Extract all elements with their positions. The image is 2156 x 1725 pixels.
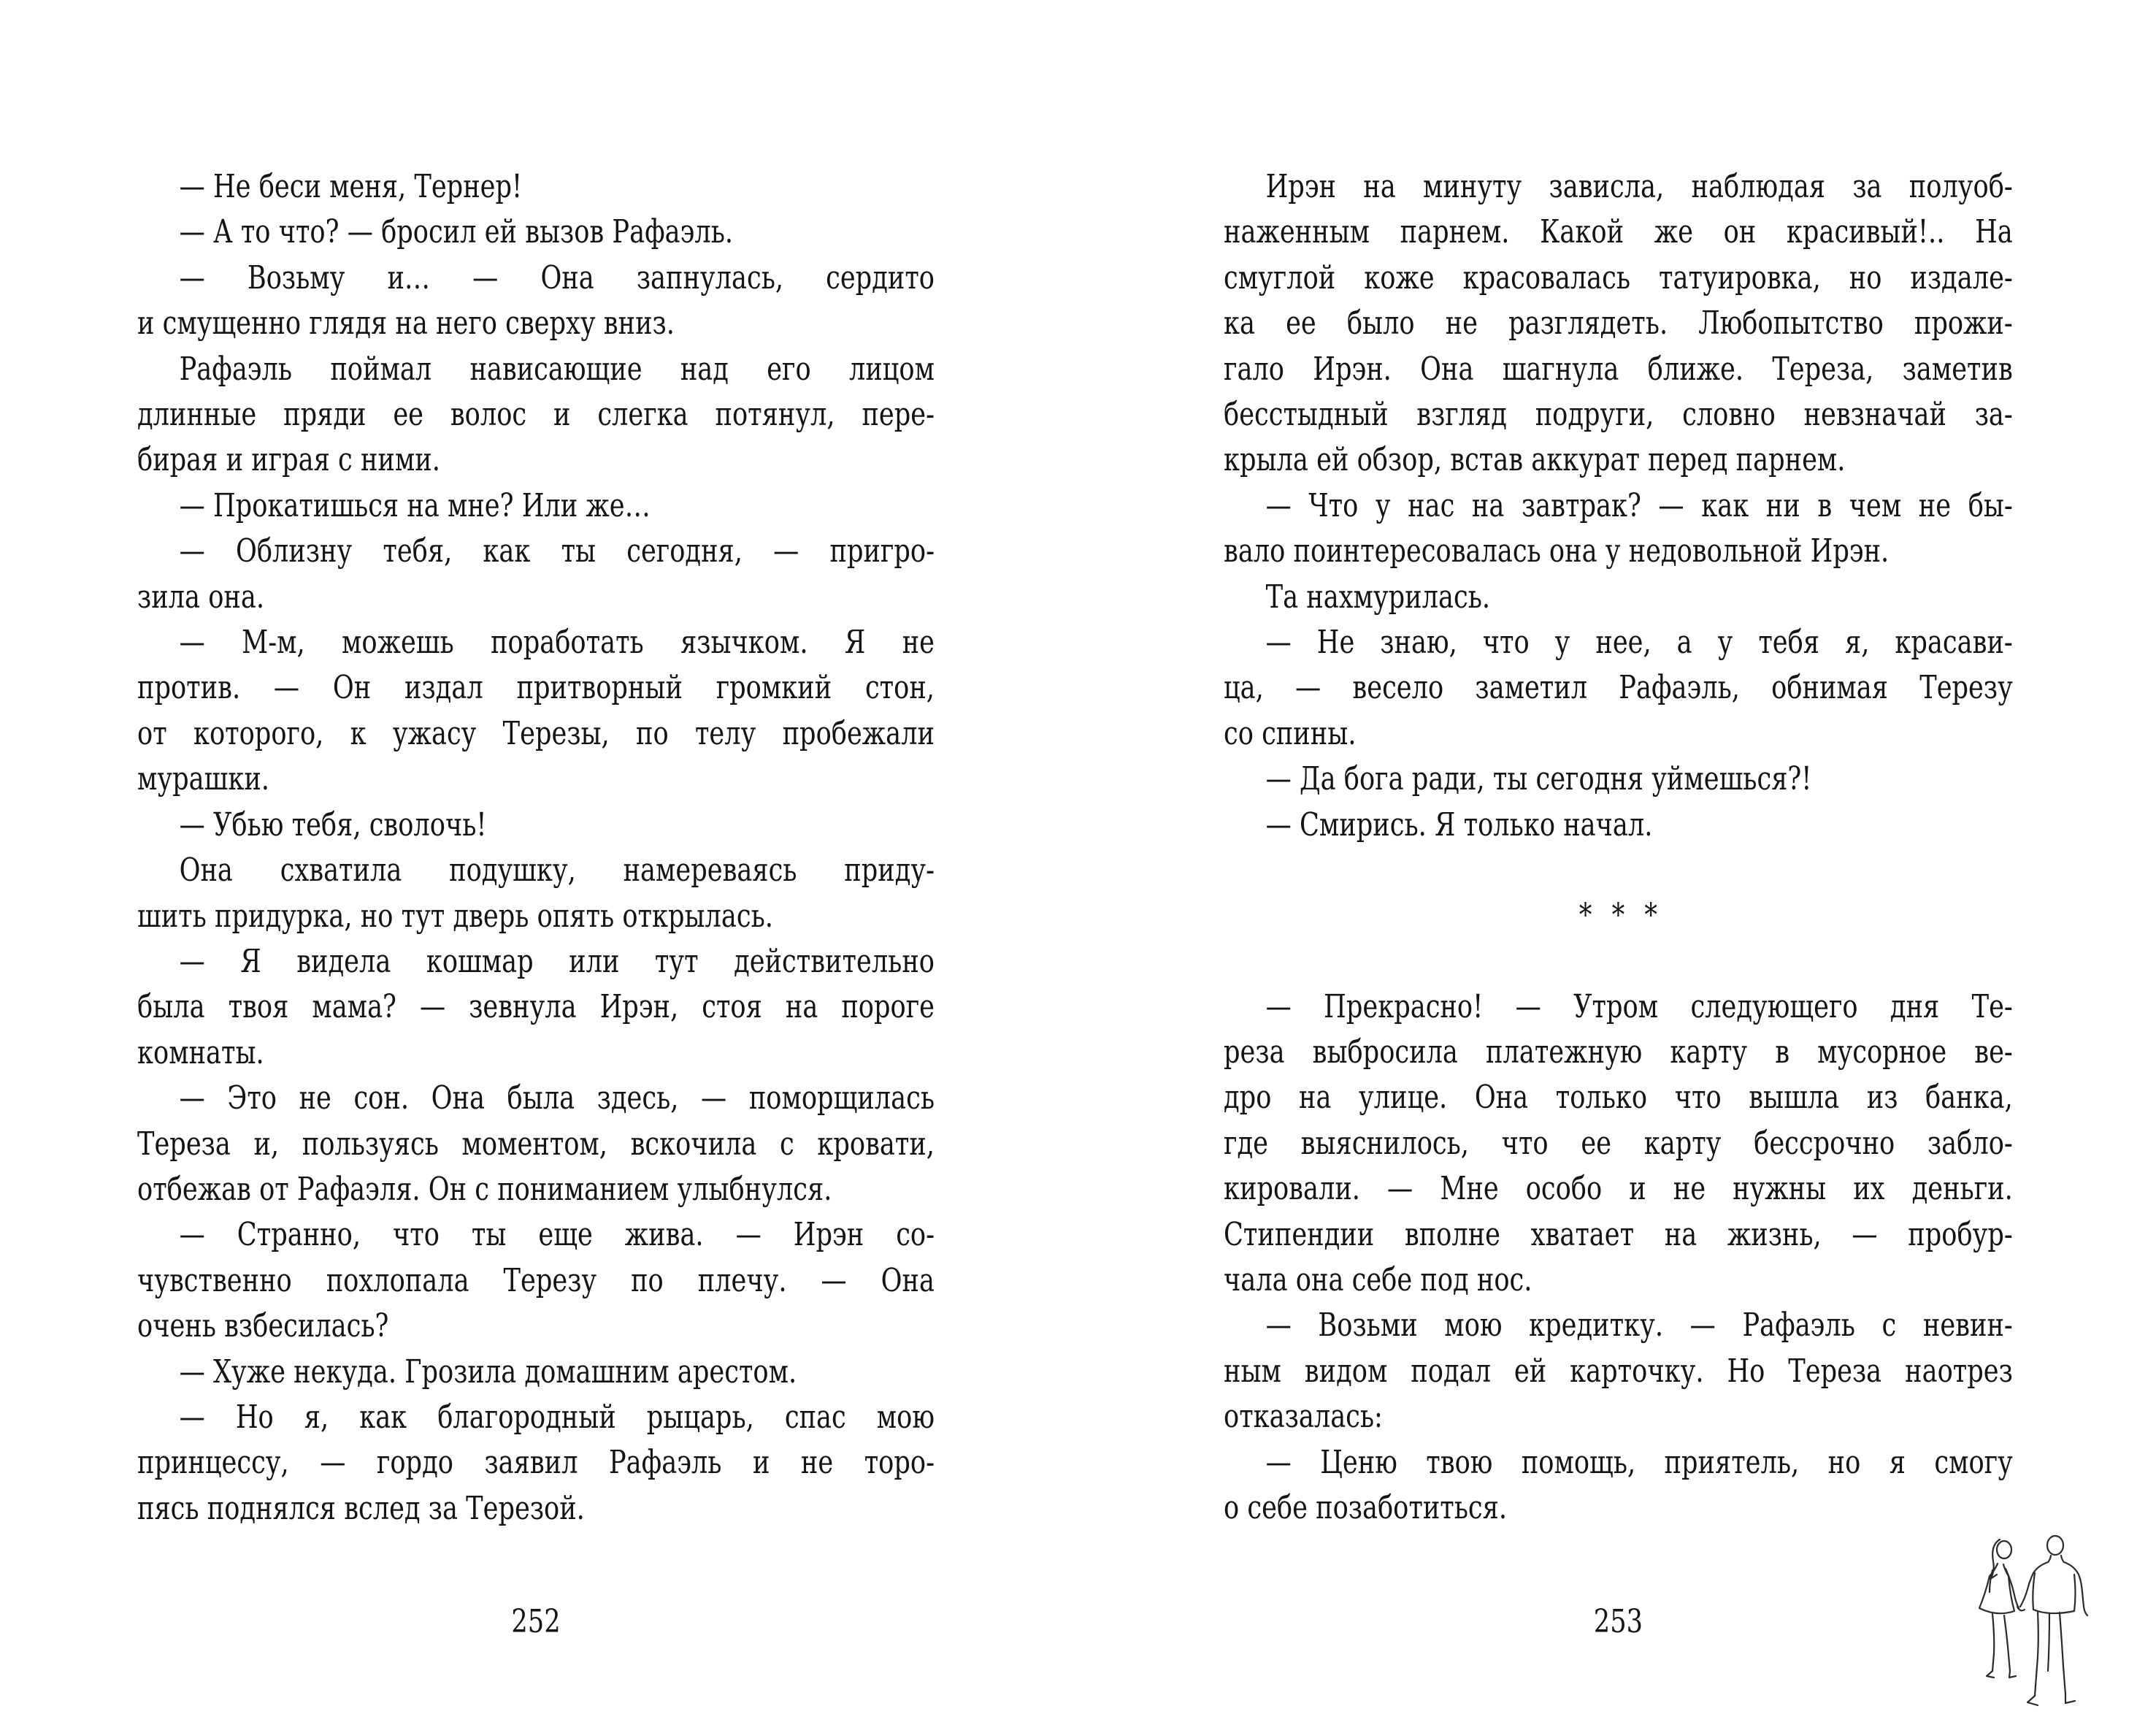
text-line: о себе позаботиться. [1224, 1488, 1508, 1526]
text-line: — А то что? — бросил ей вызов Рафаэль. [179, 213, 734, 251]
text-line: со спины. [1224, 714, 1357, 752]
woman-dress [1979, 1564, 2014, 1613]
couple-illustration [1968, 1528, 2099, 1714]
text-line: — Облизну тебя, как ты сегодня, — пригро- [179, 532, 935, 570]
woman-shoe-right [2009, 1671, 2016, 1678]
text-line: против. — Он издал притворный громкий стон, [137, 669, 935, 707]
text-line: и смущенно глядя на него сверху вниз. [137, 305, 675, 343]
man-shoe-right [2065, 1694, 2075, 1703]
text-line: очень взбесилась? [137, 1307, 389, 1345]
woman-leg-right [2004, 1615, 2010, 1671]
text-column-right [1224, 164, 2013, 1531]
text-line: от которого, к ужасу Терезы, по телу пробежали [137, 714, 935, 752]
man-torso [2033, 1573, 2075, 1613]
man-leg-left [2035, 1613, 2038, 1696]
text-line: была твоя мама? — зевнула Ирэн, стоя на пороге [137, 988, 935, 1026]
text-line: вало поинтересовалась она у недовольной Ирэн. [1224, 532, 1890, 570]
text-line: где выяснилось, что ее карту бессрочно забло- [1224, 1124, 2013, 1162]
text-line: длинные пряди ее волос и слегка потянул, пере- [137, 396, 935, 434]
text-line: зила она. [137, 578, 265, 616]
woman-leg-left [1992, 1614, 1994, 1671]
text-line: шить придурка, но тут дверь опять открылась. [137, 897, 773, 935]
man-leg-inner [2048, 1614, 2049, 1671]
text-line: наженным парнем. Какой же он красивый!.. На [1224, 213, 2013, 251]
text-line: дро на улице. Она только что вышла из банка, [1224, 1079, 2013, 1117]
text-line: бирая и играя с ними. [137, 441, 440, 479]
text-line: Та нахмурилась. [1265, 578, 1491, 616]
text-line: — Да бога ради, ты сегодня уймешься?! [1265, 760, 1812, 798]
woman-shoe-left [1987, 1671, 1994, 1678]
text-line: реза выбросила платежную карту в мусорное ве- [1224, 1033, 2013, 1071]
text-line: — Но я, как благородный рыцарь, спас мою [179, 1398, 935, 1436]
text-line: — Смирись. Я только начал. [1265, 806, 1653, 844]
text-line: кировали. — Мне особо и не нужны их деньги. [1224, 1170, 2013, 1208]
text-line: — Возьму и… — Она запнулась, сердито [179, 259, 935, 297]
text-line: ца, — весело заметил Рафаэль, обнимая Терезу [1224, 669, 2013, 707]
text-line: — Убью тебя, сволочь! [179, 806, 487, 844]
woman-head [1997, 1541, 2011, 1558]
text-line: — Ценю твою помощь, приятель, но я смогу [1265, 1443, 2013, 1481]
text-line: комнаты. [137, 1033, 264, 1071]
text-line: — Прекрасно! — Утром следующего дня Те- [1265, 987, 2013, 1025]
man-arm-inner [2020, 1556, 2051, 1607]
text-line: крыла ей обзор, встав аккурат перед парнем. [1224, 441, 1846, 479]
text-line: ка ее было не разглядеть. Любопытство прожи- [1224, 305, 2013, 343]
text-line: Стипендии вполне хватает на жизнь, — пробур- [1224, 1215, 2013, 1253]
text-line: Ирэн на минуту зависла, наблюдая за полуоб- [1265, 168, 2013, 205]
text-line: — Не беси меня, Тернер! [179, 168, 523, 205]
text-line: — Не знаю, что у нее, а у тебя я, красави- [1265, 624, 2013, 662]
text-line: — Я видела кошмар или тут действительно [179, 942, 935, 980]
text-line: чувственно похлопала Терезу по плечу. — Она [137, 1261, 935, 1299]
text-line: принцессу, — гордо заявил Рафаэль и не торо- [137, 1444, 935, 1482]
text-line: бесстыдный взгляд подруги, словно невзначай за- [1224, 396, 2013, 434]
text-line: отбежав от Рафаэля. Он с пониманием улыбнулся. [137, 1170, 832, 1208]
text-line: отказалась: [1224, 1398, 1383, 1436]
text-line: чала она себе под нос. [1224, 1261, 1532, 1298]
text-line: — Что у нас на завтрак? — как ни в чем не бы- [1265, 486, 2013, 524]
text-line: — Возьми мою кредитку. — Рафаэль с невин- [1265, 1307, 2013, 1345]
text-line: — М-м, можешь поработать язычком. Я не [179, 624, 935, 662]
text-line: мурашки. [137, 760, 269, 798]
woman-arm-outer [1990, 1570, 1992, 1592]
text-line: гало Ирэн. Она шагнула ближе. Тереза, заметив [1224, 350, 2013, 388]
text-column-left [137, 164, 935, 1531]
man-head [2047, 1536, 2063, 1555]
man-leg-right [2060, 1613, 2065, 1694]
page-number-right: 253 [1593, 1603, 1643, 1640]
section-divider: * * * [1578, 897, 1657, 935]
text-line: смуглой коже красовалась татуировка, но издале- [1224, 259, 2013, 297]
text-line: — Это не сон. Она была здесь, — поморщилась [179, 1079, 935, 1117]
joined-hands [2017, 1607, 2025, 1610]
text-line: — Хуже некуда. Грозила домашним арестом. [179, 1353, 797, 1391]
text-line: — Прокатишься на мне? Или же… [179, 486, 651, 524]
text-line: Она схватила подушку, намереваясь приду- [179, 852, 935, 890]
page-number-left: 252 [511, 1603, 561, 1640]
text-line: ным видом подал ей карточку. Но Тереза наотрез [1224, 1352, 2013, 1390]
text-line: Рафаэль поймал нависающие над его лицом [179, 350, 935, 388]
text-line: пясь поднялся вслед за Терезой. [137, 1489, 585, 1527]
text-line: Тереза и, пользуясь моментом, вскочила с кровати, [137, 1125, 935, 1163]
man-shoe-left [2028, 1696, 2038, 1705]
text-line: — Странно, что ты еще жива. — Ирэн со- [179, 1216, 935, 1254]
